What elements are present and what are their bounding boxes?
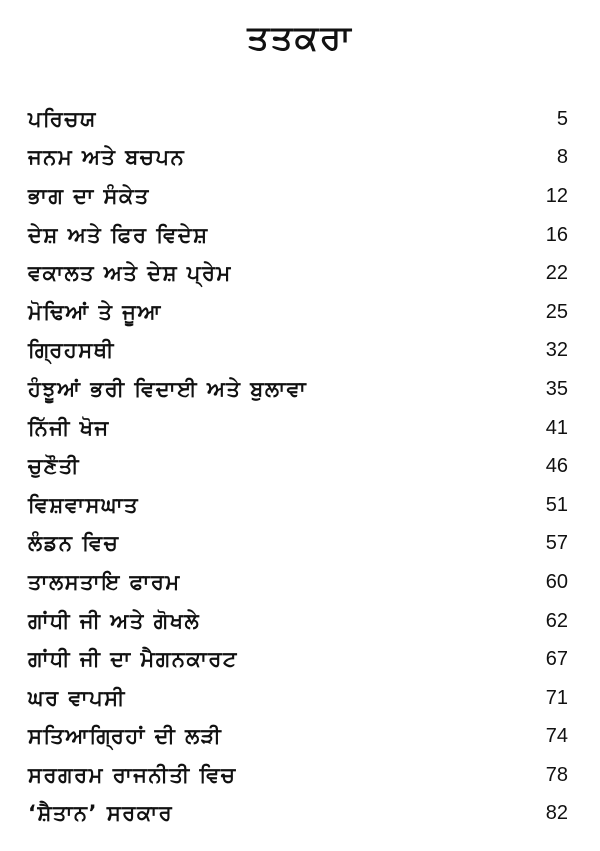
toc-entry [28, 756, 568, 795]
toc-entry-page-number: 78 [545, 763, 568, 786]
toc-entry [28, 254, 568, 293]
toc-entry-page-number: 16 [545, 223, 568, 246]
toc-entry-page-number: 22 [545, 262, 568, 285]
toc-entry [28, 177, 568, 216]
toc-entry [28, 409, 568, 448]
toc-entry-label: ਸਰਗਰਮ ਰਾਜਨੀਤੀ ਵਿਚ [28, 762, 237, 787]
toc-entry-label: ਗ੍ਰਿਹਸਥੀ [28, 338, 115, 363]
toc-entry [28, 100, 568, 139]
toc-entry-label: ਸਤਿਆਗ੍ਰਿਹਾਂ ਦੀ ਲੜੀ [28, 724, 223, 749]
toc-entry-label: ਵਕਾਲਤ ਅਤੇ ਦੇਸ਼ ਪ੍ਰੇਮ [28, 261, 232, 286]
toc-entry-page-number: 82 [545, 802, 568, 825]
toc-entry-page-number: 57 [545, 532, 568, 555]
toc-entry-label: ਨਿੱਜੀ ਖੋਜ [28, 415, 110, 440]
toc-entry-page-number: 32 [545, 339, 568, 362]
toc-entry-label: ਪਰਿਚਯ [28, 106, 97, 131]
toc-entry-page-number: 51 [545, 493, 568, 516]
toc-entry [28, 563, 568, 602]
toc-entry-label: ਤਾਲਸਤਾਇ ਫਾਰਮ [28, 569, 181, 594]
toc-entry-page-number: 8 [556, 146, 568, 169]
toc-entry-page-number: 5 [556, 107, 568, 130]
toc-entry-label: ਗਾਂਧੀ ਜੀ ਦਾ ਮੈਗਨਕਾਰਟ [28, 647, 238, 672]
toc-entry-label: ਮੋਢਿਆਂ ਤੇ ਜੂਆ [28, 299, 162, 324]
toc-entry [28, 718, 568, 757]
toc-entry-page-number: 46 [545, 455, 568, 478]
toc-entry-label: ਦੇਸ਼ ਅਤੇ ਫਿਰ ਵਿਦੇਸ਼ [28, 222, 209, 247]
toc-entry [28, 486, 568, 525]
page-title: ਤਤਕਰਾ [247, 18, 353, 58]
toc-entry [28, 795, 568, 834]
toc-entry [28, 525, 568, 564]
toc-entry-label: ਭਾਗ ਦਾ ਸੰਕੇਤ [28, 183, 150, 208]
toc-entry [28, 602, 568, 641]
toc-entry [28, 332, 568, 371]
toc-entry-label: ਵਿਸ਼ਵਾਸਘਾਤ [28, 492, 140, 517]
toc-entry-page-number: 74 [545, 725, 568, 748]
toc-entry-label: ਚੁਣੌਤੀ [28, 454, 81, 479]
toc-entry [28, 370, 568, 409]
toc-entry-page-number: 41 [545, 416, 568, 439]
toc-entry-page-number: 62 [545, 609, 568, 632]
toc-entry-page-number: 60 [545, 570, 568, 593]
toc-entry [28, 293, 568, 332]
toc-entry-label: ਘਰ ਵਾਪਸੀ [28, 685, 126, 710]
toc-entry [28, 216, 568, 255]
table-of-contents [28, 100, 568, 833]
toc-entry-label: ਹੰਝੂਆਂ ਭਰੀ ਵਿਦਾਈ ਅਤੇ ਬੁਲਾਵਾ [28, 376, 308, 401]
toc-entry-page-number: 25 [545, 300, 568, 323]
toc-entry-label: ਗਾਂਧੀ ਜੀ ਅਤੇ ਗੋਖਲੇ [28, 608, 201, 633]
toc-entry-label: ‘ਸ਼ੈਤਾਨ’ ਸਰਕਾਰ [28, 801, 174, 826]
toc-entry-page-number: 12 [545, 184, 568, 207]
toc-entry [28, 679, 568, 718]
toc-entry [28, 139, 568, 178]
toc-entry-page-number: 35 [545, 377, 568, 400]
toc-entry-page-number: 71 [545, 686, 568, 709]
toc-entry-label: ਜਨਮ ਅਤੇ ਬਚਪਨ [28, 145, 186, 170]
toc-entry-page-number: 67 [545, 648, 568, 671]
toc-entry [28, 447, 568, 486]
toc-entry-label: ਲੰਡਨ ਵਿਚ [28, 531, 120, 556]
toc-entry [28, 640, 568, 679]
